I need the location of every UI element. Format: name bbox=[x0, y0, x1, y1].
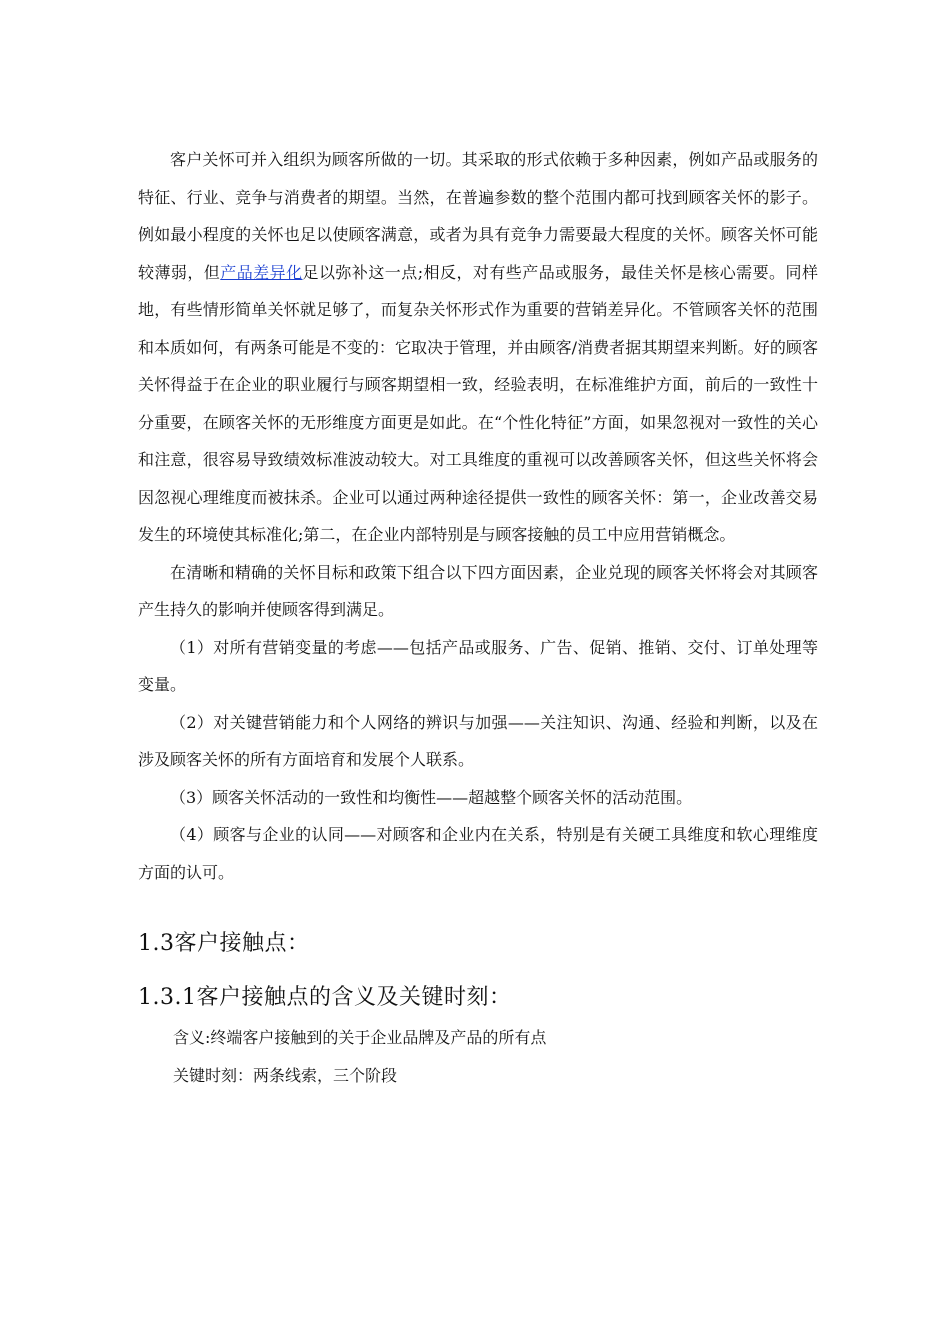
list-item-2: （2）对关键营销能力和个人网络的辨识与加强——关注知识、沟通、经验和判断，以及在涉及顾客关怀的所有方面培育和发展个人联系。 bbox=[138, 712, 818, 769]
list-item-1: （1）对所有营销变量的考虑——包括产品或服务、广告、促销、推销、交付、订单处理等变量。 bbox=[138, 637, 818, 694]
paragraph-text: 足以弥补这一点;相反，对有些产品或服务，最佳关怀是核心需要。同样地，有些情形简单关怀就足够了，而复杂关怀形式作为重要的营销差异化。不管顾客关怀的范围和本质如何，有两条可能是不变的：它取决于管理，并由顾客/消费者据其期望来判断。好的顾客关怀得益于在企业的职业履行与顾客期望相一致，经验表明，在标准维护方面，前后的一致性十分重要，在顾客关怀的无形维度方面更是如此。在“个性化特征”方面，如果忽视对一致性的关心和注意，很容易导致绩效标准波动较大。对工具维度的重视可以改善顾客关怀，但这些关怀将会因忽视心理维度而被抹杀。企业可以通过两种途径提供一致性的顾客关怀：第一，企业改善交易发生的环境使其标准化;第二，在企业内部特别是与顾客接触的员工中应用营销概念。 bbox=[138, 262, 818, 544]
list-item-4: （4）顾客与企业的认同——对顾客和企业内在关系，特别是有关硬工具维度和软心理维度方面的认可。 bbox=[138, 825, 818, 882]
body-text-block bbox=[138, 141, 818, 891]
key-moments-line: 关键时刻：两条线索，三个阶段 bbox=[173, 1066, 398, 1085]
paragraph-customer-care bbox=[138, 141, 818, 554]
product-differentiation-link[interactable]: 产品差异化 bbox=[220, 262, 303, 282]
section-heading-1-3-1: 1.3.1客户接触点的含义及关键时刻： bbox=[138, 985, 512, 1010]
paragraph-text: 客户关怀可并入组织为顾客所做的一切。其采取的形式依赖于多种因素，例如产品或服务的特征、行业、竞争与消费者的期望。当然，在普遍参数的整个范围内都可找到顾客关怀的影子。例如最小程度的关怀也足以使顾客满意，或者为具有竞争力需要最大程度的关怀。顾客关怀可能较薄弱，但 bbox=[138, 150, 818, 282]
meaning-line: 含义:终端客户接触到的关于企业品牌及产品的所有点 bbox=[173, 1028, 547, 1047]
section-heading-1-3: 1.3客户接触点： bbox=[138, 931, 310, 956]
paragraph-four-factors: 在清晰和精确的关怀目标和政策下组合以下四方面因素，企业兑现的顾客关怀将会对其顾客产生持久的影响并使顾客得到满足。 bbox=[138, 562, 818, 619]
list-item-3: （3）顾客关怀活动的一致性和均衡性——超越整个顾客关怀的活动范围。 bbox=[170, 787, 693, 807]
